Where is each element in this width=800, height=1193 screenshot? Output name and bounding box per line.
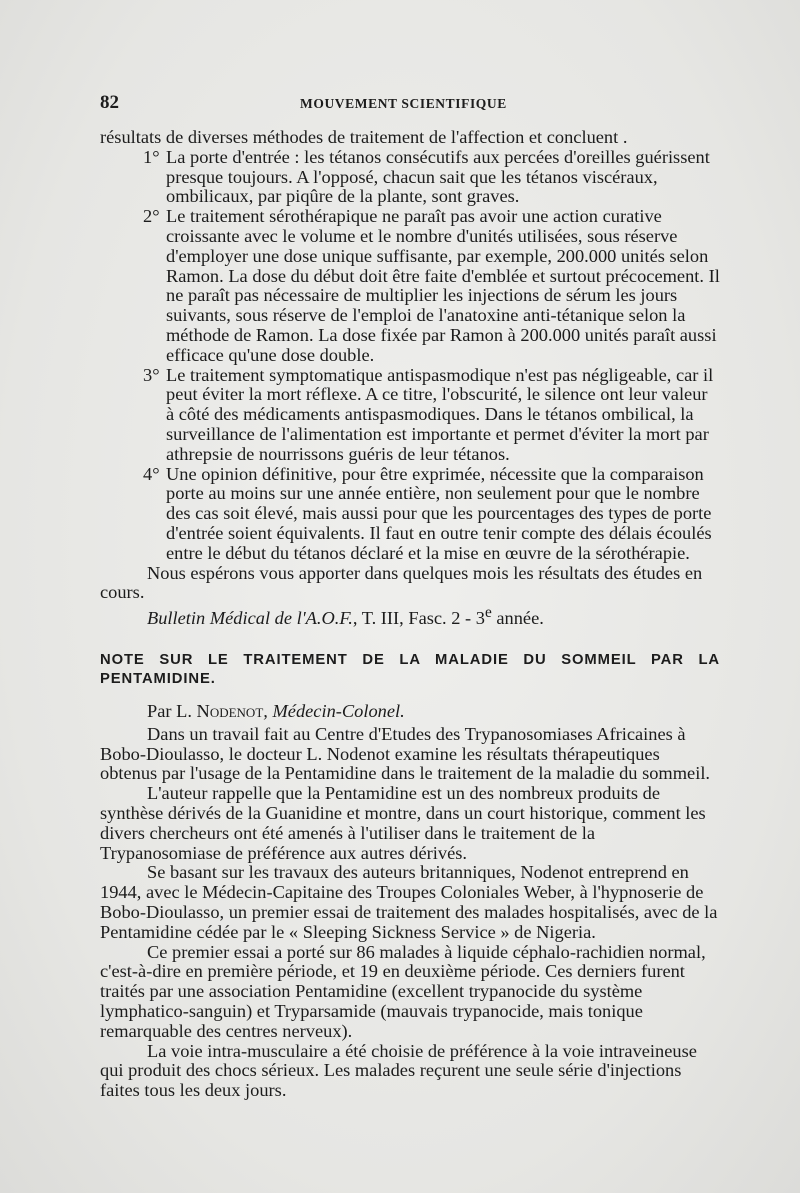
- note-paragraph-4: Ce premier essai a porté sur 86 malades à liquide céphalo-rachidien normal, c'est-à-dire en première période, et 19 en deuxième période. Ces derniers furent traités par une association Pentamidine (excellent trypanocide du système lymphatico-sanguin) et Tryparsamide (mauvais trypanocide, mais tonique remarquable des centres nerveux).: [100, 941, 706, 1041]
- body-text: [100, 128, 720, 1101]
- item-text: Le traitement symptomatique antispasmodique n'est pas négligeable, car il peut éviter la mort réflexe. A ce titre, l'obscurité, le silence ont leur valeur à côté des médicaments antispasmodiques. Dans le tétanos ombilical, la surveillance de l'alimentation est importante et permet d'éviter la mort par athrepsie de nourrissons guéris de leur tétanos.: [166, 364, 714, 464]
- conclusion-item-1: [100, 148, 720, 207]
- closing-paragraph: Nous espérons vous apporter dans quelques mois les résultats des études en cours.: [100, 562, 703, 603]
- conclusion-item-3: [100, 366, 720, 465]
- citation-details: , T. III, Fasc. 2 - 3: [352, 608, 485, 629]
- source-citation: [147, 603, 720, 629]
- page-header: [100, 92, 720, 116]
- byline-par: Par L.: [147, 701, 197, 722]
- note-paragraph-1: Dans un travail fait au Centre d'Etudes des Trypanosomiases Africaines à Bobo-Dioulasso, le docteur L. Nodenot examine les résultats thérapeutiques obtenus par l'usage de la Pentamidine dans le traitement de la maladie du sommeil.: [100, 723, 711, 784]
- note-paragraph-5: La voie intra-musculaire a été choisie de préférence à la voie intraveineuse qui produit des chocs sérieux. Les malades reçurent une seule série d'injections faites tous les deux jours.: [100, 1040, 697, 1101]
- item-number: 4°: [143, 463, 160, 484]
- note-paragraph-2: L'auteur rappelle que la Pentamidine est un des nombreux produits de synthèse dérivés de la Guanidine et montre, dans un court historique, comment les divers chercheurs ont été amenés à l'utiliser dans le traitement de la Trypanosomiase de préférence aux autres dérivés.: [100, 783, 706, 863]
- conclusion-item-4: [100, 465, 720, 564]
- item-text: Le traitement sérothérapique ne paraît pas avoir une action curative croissante avec le volume et le nombre d'unités utilisées, sous réserve d'employer une dose unique suffisante, par exemple, 200.000 unités selon Ramon. La dose du début doit être faite d'emblée et surtout précocement. Il ne paraît pas nécessaire de multiplier les injections de sérum les jours suivants, sous réserve de l'emploi de l'anatoxine anti-tétanique selon la méthode de Ramon. La dose fixée par Ramon à 200.000 unités paraît aussi efficace qu'une dose double.: [166, 206, 720, 365]
- citation-journal: Bulletin Médical de l'A.O.F.: [147, 608, 353, 629]
- section-heading: NOTE SUR LE TRAITEMENT DE LA MALADIE DU SOMMEIL PAR LA PENTAMIDINE.: [100, 652, 720, 688]
- byline-role: , Médecin-Colonel.: [263, 701, 405, 722]
- item-text: Une opinion définitive, pour être exprimée, nécessite que la comparaison porte au moins sur une année entière, non seulement pour que le nombre des cas soit élevé, mais aussi pour que les pourcentages des types de porte d'entrée soient équivalents. Il faut en outre tenir compte des délais écoulés entre le début du tétanos déclaré et la mise en œuvre de la sérothérapie.: [166, 463, 712, 563]
- byline: [147, 702, 720, 722]
- item-number: 1°: [143, 146, 160, 167]
- byline-author: Nodenot: [196, 701, 264, 722]
- citation-year: année.: [491, 608, 544, 629]
- page-number: 82: [100, 92, 119, 113]
- intro-line: résultats de diverses méthodes de traitement de l'affection et concluent .: [100, 127, 628, 147]
- item-text: La porte d'entrée : les tétanos consécutifs aux percées d'oreilles guérissent presque toujours. A l'opposé, chacun sait que les tétanos viscéraux, ombilicaux, par piqûre de la plante, sont graves.: [166, 146, 710, 207]
- citation-superscript: e: [484, 604, 492, 622]
- item-number: 3°: [143, 364, 160, 385]
- conclusion-item-2: [100, 207, 720, 365]
- item-number: 2°: [143, 206, 160, 227]
- note-paragraph-3: Se basant sur les travaux des auteurs britanniques, Nodenot entreprend en 1944, avec le Médecin-Capitaine des Troupes Coloniales Weber, à l'hypnoserie de Bobo-Dioulasso, un premier essai de traitement des malades hospitalisés, avec de la Pentamidine cédée par le « Sleeping Sickness Service » de Nigeria.: [100, 862, 718, 942]
- running-title: MOUVEMENT SCIENTIFIQUE: [300, 96, 507, 111]
